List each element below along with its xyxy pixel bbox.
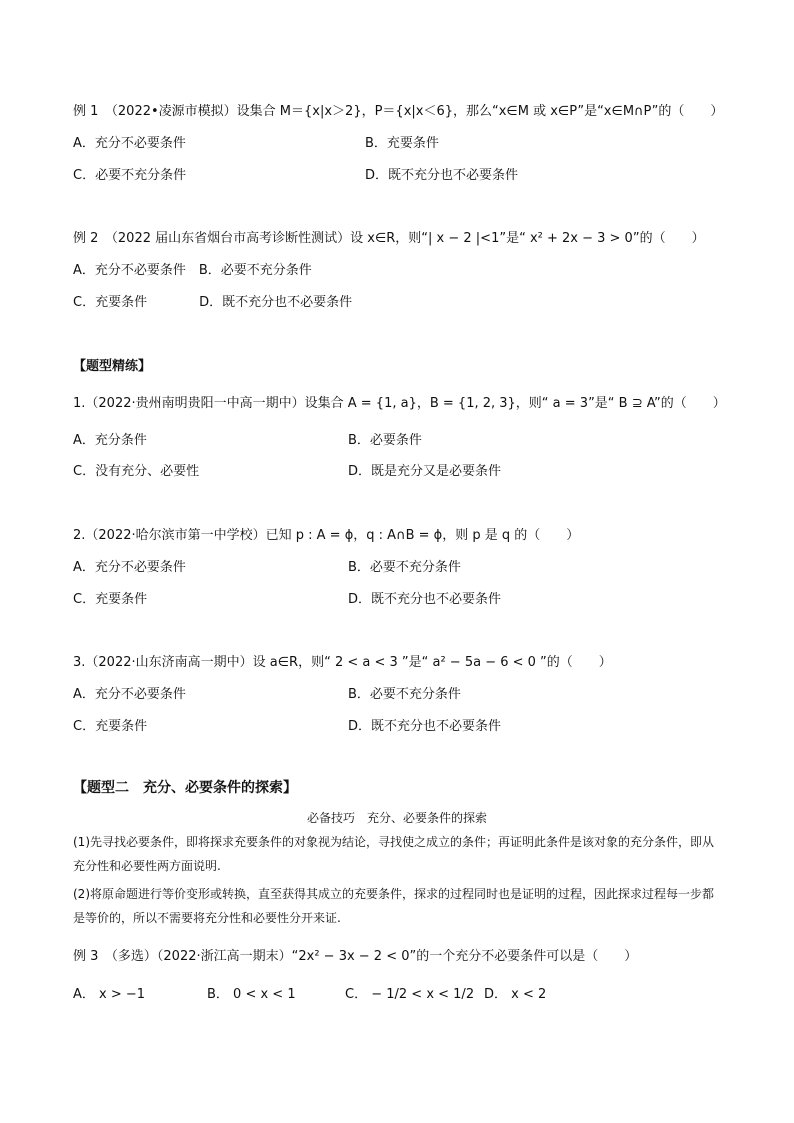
type-2-header: 【题型二 充分、必要条件的探索】 [73, 780, 297, 796]
skill-paragraph-2: (2)将原命题进行等价变形或转换，直至获得其成立的充要条件，探求的过程同时也是证明的过程，因此探求过程每一步都是等价的，所以不需要将充分性和必要性分开来证. [73, 887, 715, 925]
practice-2-option-c: C．充要条件 [73, 592, 148, 607]
example-3-question: 例 3 （多选）（2022·浙江高一期末）“2x² − 3x − 2 < 0”的一个充分不必要条件可以是（ ） [73, 949, 638, 964]
practice-1-option-d: D．既是充分又是必要条件 [348, 464, 502, 479]
example-1-question: 例 1 （2022•凌源市模拟）设集合 M＝{x|x＞2}，P＝{x|x＜6}，那么“x∈M 或 x∈P”是“x∈M∩P”的（ ） [73, 104, 724, 119]
practice-3-option-c: C．充要条件 [73, 719, 148, 734]
example-3-option-a: A． x > −1 [73, 987, 146, 1002]
practice-3-option-d: D．既不充分也不必要条件 [348, 719, 502, 734]
practice-1-option-b: B．必要条件 [348, 433, 422, 448]
example-3-option-c: C． − 1/2 < x < 1/2 [345, 987, 475, 1002]
practice-1-option-c: C．没有充分、必要性 [73, 464, 200, 479]
example-3-option-d: D． x < 2 [484, 987, 547, 1002]
practice-1-option-a: A．充分条件 [73, 433, 147, 448]
practice-section-header: 【题型精练】 [73, 359, 152, 374]
practice-3-option-b: B．必要不充分条件 [348, 687, 461, 702]
practice-3-option-a: A．充分不必要条件 [73, 687, 186, 702]
example-2-options-ab: A．充分不必要条件 B．必要不充分条件 [73, 263, 312, 278]
example-3-option-b: B． 0 < x < 1 [207, 987, 296, 1002]
example-1-option-b: B．充要条件 [365, 136, 439, 151]
practice-2-option-b: B．必要不充分条件 [348, 560, 461, 575]
example-1-option-c: C．必要不充分条件 [73, 168, 187, 183]
example-2-question: 例 2 （2022 届山东省烟台市高考诊断性测试）设 x∈R，则“| x − 2 |<1”是“ x² + 2x − 3 > 0”的（ ） [73, 231, 705, 246]
example-2-options-cd: C．充要条件 D．既不充分也不必要条件 [73, 295, 353, 310]
practice-2-question: 2.（2022·哈尔滨市第一中学校）已知 p : A = ϕ，q : A∩B = ϕ，则 p 是 q 的（ ） [73, 528, 580, 543]
practice-1-question: 1.（2022·贵州南明贵阳一中高一期中）设集合 A = {1, a}，B = {1, 2, 3}，则“ a = 3”是“ B ⊇ A”的（ ） [73, 396, 726, 411]
example-1-option-a: A．充分不必要条件 [73, 136, 186, 151]
skill-title: 必备技巧 充分、必要条件的探索 [306, 811, 487, 825]
practice-2-option-d: D．既不充分也不必要条件 [348, 592, 502, 607]
practice-2-option-a: A．充分不必要条件 [73, 560, 186, 575]
practice-3-question: 3.（2022·山东济南高一期中）设 a∈R，则“ 2 < a < 3 ”是“ a² − 5a − 6 < 0 ”的（ ） [73, 655, 612, 670]
example-1-option-d: D．既不充分也不必要条件 [365, 168, 519, 183]
skill-paragraph-1: (1)先寻找必要条件，即将探求充要条件的对象视为结论，寻找使之成立的条件；再证明此条件是该对象的充分条件，即从充分性和必要性两方面说明. [73, 835, 715, 873]
